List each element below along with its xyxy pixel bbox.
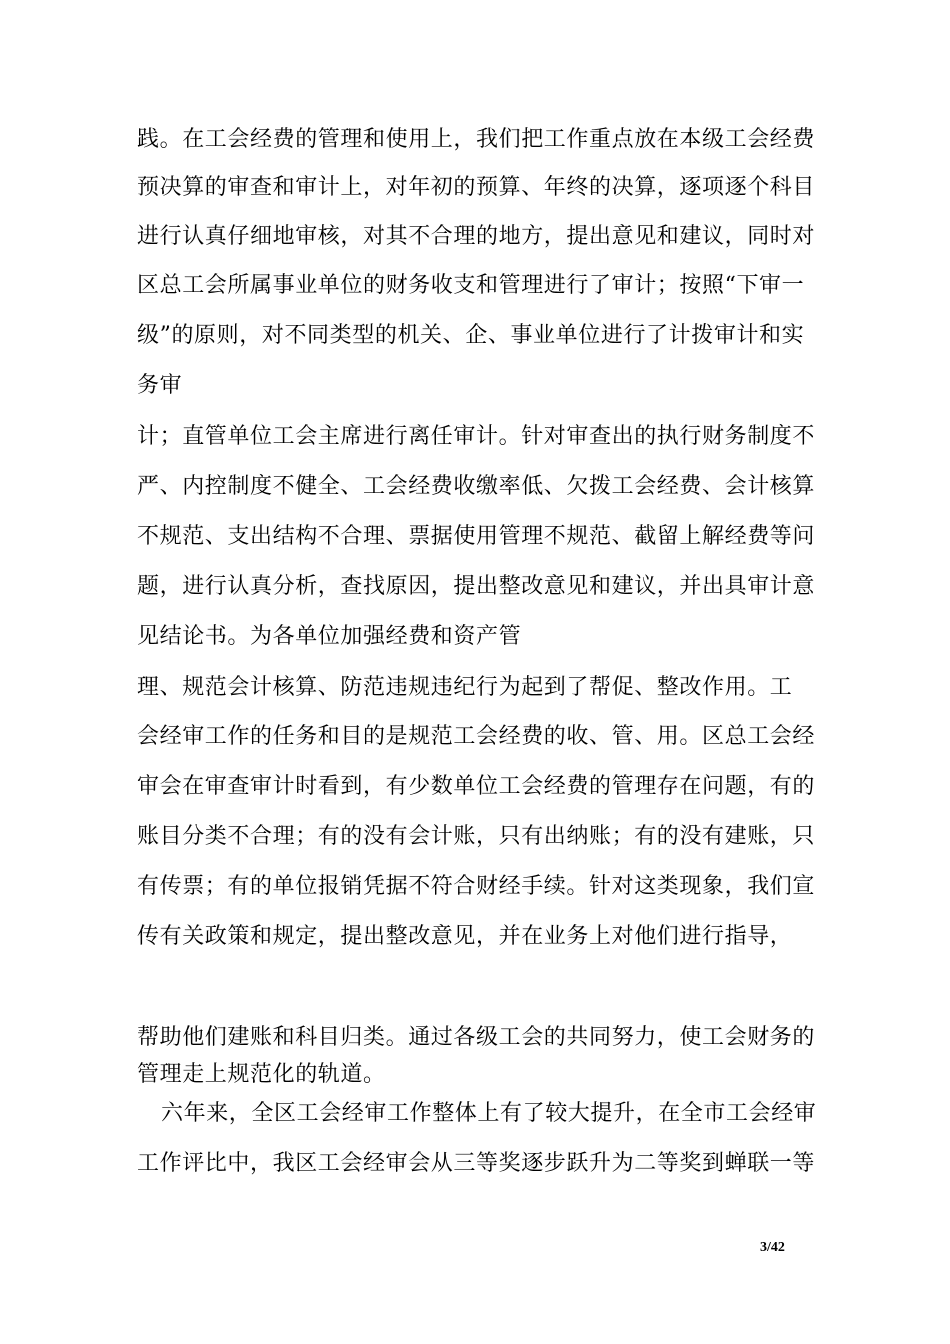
text-line: 传有关政策和规定，提出整改意见，并在业务上对他们进行指导，	[137, 924, 793, 949]
text-line: 有传票；有的单位报销凭据不符合财经手续。针对这类现象，我们宣	[137, 874, 816, 899]
text-line: 理、规范会计核算、防范违规违纪行为起到了帮促、整改作用。工	[137, 675, 793, 700]
text-line: 预决算的审查和审计上，对年初的预算、年终的决算，逐项逐个科目	[137, 175, 816, 200]
text-line: 不规范、支出结构不合理、票据使用管理不规范、截留上解经费等问	[137, 524, 816, 549]
text-line: 践。在工会经费的管理和使用上，我们把工作重点放在本级工会经费	[137, 127, 816, 152]
text-line: 级”的原则，对不同类型的机关、企、事业单位进行了计拨审计和实	[137, 323, 805, 348]
text-line: 帮助他们建账和科目归类。通过各级工会的共同努力，使工会财务的	[137, 1025, 816, 1050]
page-number: 3/42	[760, 1240, 785, 1255]
text-line: 账目分类不合理；有的没有会计账，只有出纳账；有的没有建账，只	[137, 824, 816, 849]
text-line: 管理走上规范化的轨道。	[137, 1062, 386, 1087]
text-line: 进行认真仔细地审核，对其不合理的地方，提出意见和建议，同时对	[137, 224, 816, 249]
text-line: 审会在审查审计时看到，有少数单位工会经费的管理存在问题，有的	[137, 774, 816, 799]
text-line: 六年来，全区工会经审工作整体上有了较大提升，在全市工会经审	[161, 1101, 817, 1126]
text-line: 严、内控制度不健全、工会经费收缴率低、欠拨工会经费、会计核算	[137, 474, 816, 499]
text-line: 会经审工作的任务和目的是规范工会经费的收、管、用。区总工会经	[137, 724, 816, 749]
text-line: 区总工会所属事业单位的财务收支和管理进行了审计；按照“下审一	[137, 273, 805, 298]
text-line: 务审	[137, 373, 183, 398]
text-line: 见结论书。为各单位加强经费和资产管	[137, 624, 522, 649]
text-line: 工作评比中，我区工会经审会从三等奖逐步跃升为二等奖到蝉联一等	[137, 1151, 816, 1176]
text-line: 题，进行认真分析，查找原因，提出整改意见和建议，并出具审计意	[137, 574, 816, 599]
text-line: 计；直管单位工会主席进行离任审计。针对审查出的执行财务制度不	[137, 424, 816, 449]
